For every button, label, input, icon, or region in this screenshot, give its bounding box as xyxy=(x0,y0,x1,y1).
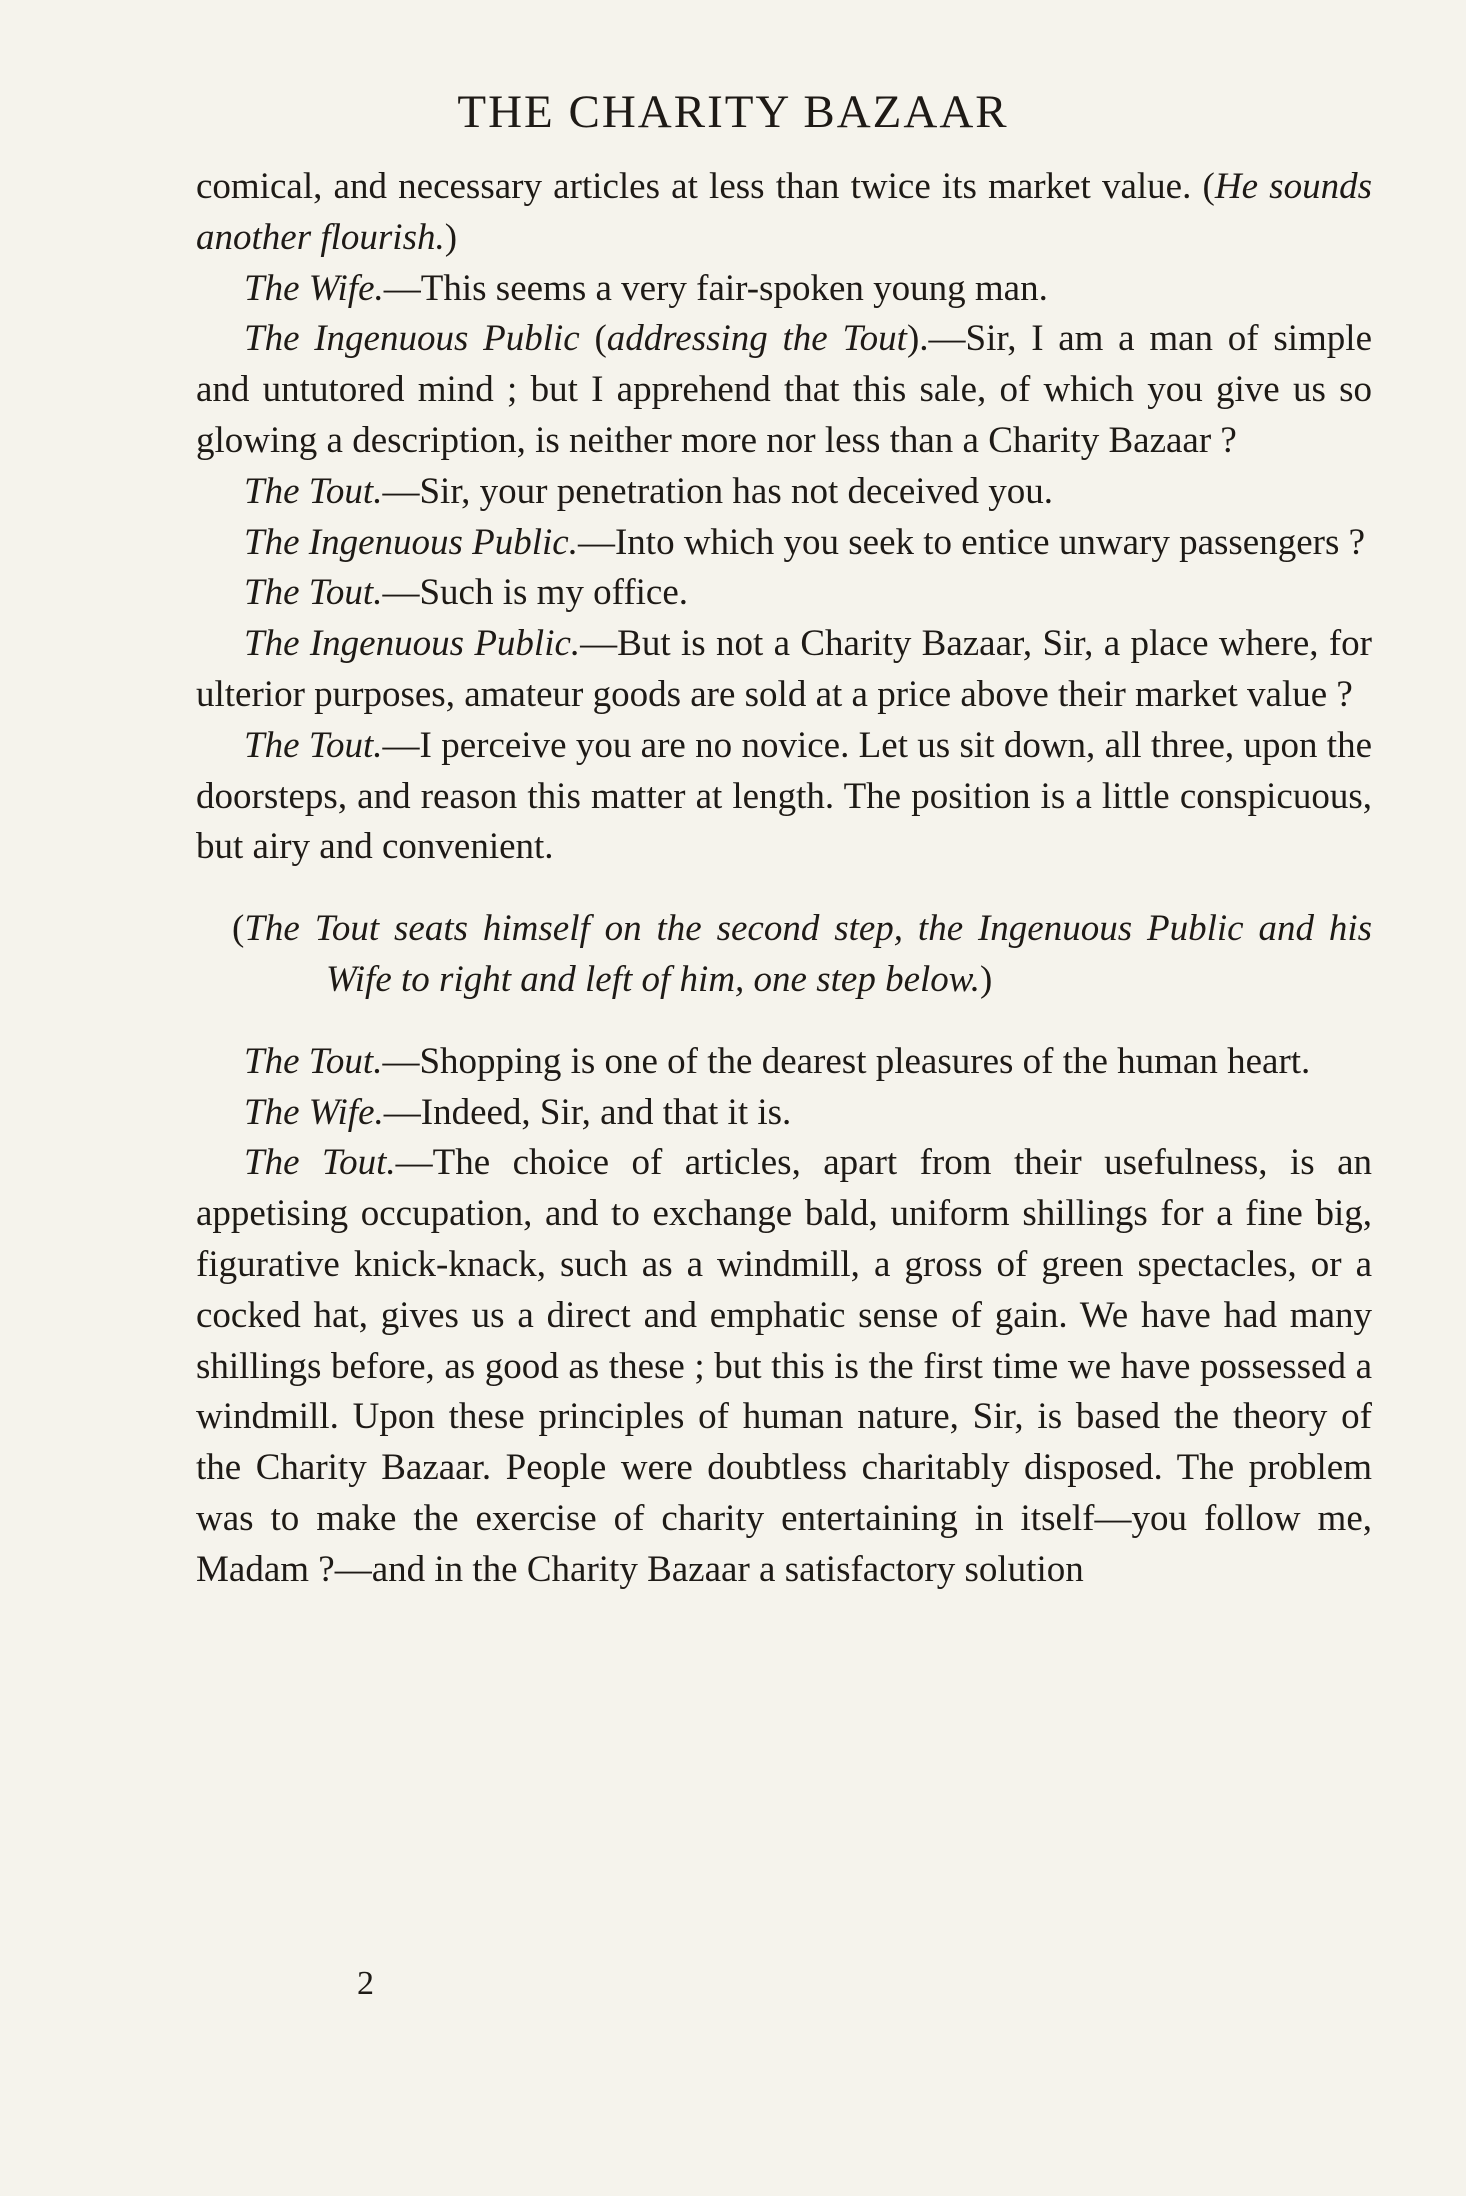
page-body xyxy=(196,162,1372,1596)
paren-open: ( xyxy=(232,908,245,950)
dialogue-text: —The choice of articles, apart from their usefulness, is an appetising occupation, and to exchange bald, uniform shillings for a fine big, figurative knick-knack, such as a windmill, a gross of green spectacles, or a cocked hat, gives us a direct and emphatic sense of gain. We have had many shillings before, as good as these ; but this is the first time we have possessed a windmill. Upon these principles of human nature, Sir, is based the theory of the Charity Bazaar. People were doubtless charitably disposed. The problem was to make the exercise of charity entertaining in itself—you follow me, Madam ?—and in the Charity Bazaar a satisfactory solution xyxy=(196,1142,1372,1590)
dialogue-paragraph xyxy=(196,518,1372,569)
speaker-name: The Ingenuous Public. xyxy=(244,521,578,563)
dialogue-text: —But is not a Charity Bazaar, Sir, a place where, for ulterior purposes, amateur goods are sold at a price above their market value ? xyxy=(196,623,1372,715)
speaker-name: The Wife. xyxy=(244,267,384,309)
dialogue-text: —Indeed, Sir, and that it is. xyxy=(383,1091,792,1133)
dialogue-paragraph xyxy=(196,1138,1372,1595)
dialogue-paragraph xyxy=(196,467,1372,518)
speaker-name: The Tout. xyxy=(244,724,383,766)
dialogue-text: —This seems a very fair-spoken young man. xyxy=(383,267,1048,309)
dialogue-text: —Shopping is one of the dearest pleasures of the human heart. xyxy=(382,1040,1311,1082)
speaker-name: The Ingenuous Public xyxy=(244,318,580,360)
dialogue-paragraph xyxy=(196,721,1372,873)
stage-direction-text: The Tout seats himself on the second step, the Ingenuous Public and his Wife to right and left of him, one step below. xyxy=(244,908,1372,1000)
dialogue-text: ).—Sir, I am a man of simple and untutored mind ; but I apprehend that this sale, of which you give us so glowing a description, is neither more nor less than a Charity Bazaar ? xyxy=(196,318,1372,461)
dialogue-paragraph xyxy=(196,619,1372,721)
speaker-name: The Wife. xyxy=(244,1091,384,1133)
page-number: 2 xyxy=(357,1965,374,2002)
dialogue-text: —I perceive you are no novice. Let us sit down, all three, upon the doorsteps, and reason this matter at length. The position is a little conspicuous, but airy and convenient. xyxy=(196,724,1372,868)
stage-direction-inline: He sounds another flourish. xyxy=(196,166,1372,258)
dialogue-paragraph xyxy=(196,264,1372,315)
dialogue-paragraph xyxy=(196,314,1372,466)
dialogue-text: —Into which you seek to entice unwary passengers ? xyxy=(577,521,1366,563)
text-run: ) xyxy=(444,216,458,258)
paren-close: ) xyxy=(979,958,993,1000)
speaker-name: The Tout. xyxy=(244,470,383,512)
running-header: THE CHARITY BAZAAR xyxy=(457,86,1009,138)
dialogue-paragraph xyxy=(196,1037,1372,1088)
text-run: ( xyxy=(579,318,607,360)
speaker-name: The Tout. xyxy=(244,572,383,614)
dialogue-paragraph xyxy=(196,1088,1372,1139)
paragraph xyxy=(196,162,1372,264)
dialogue-text: —Such is my office. xyxy=(382,572,689,614)
dialogue-text: —Sir, your penetration has not deceived you. xyxy=(382,470,1053,512)
dialogue-paragraph xyxy=(196,568,1372,619)
stage-direction-inline: addressing the Tout xyxy=(606,318,907,360)
stage-direction-block xyxy=(196,904,1372,1006)
text-run: comical, and necessary articles at less than twice its market value. ( xyxy=(196,166,1215,207)
speaker-name: The Tout. xyxy=(244,1142,396,1184)
speaker-name: The Tout. xyxy=(244,1040,383,1082)
speaker-name: The Ingenuous Public. xyxy=(244,623,581,665)
